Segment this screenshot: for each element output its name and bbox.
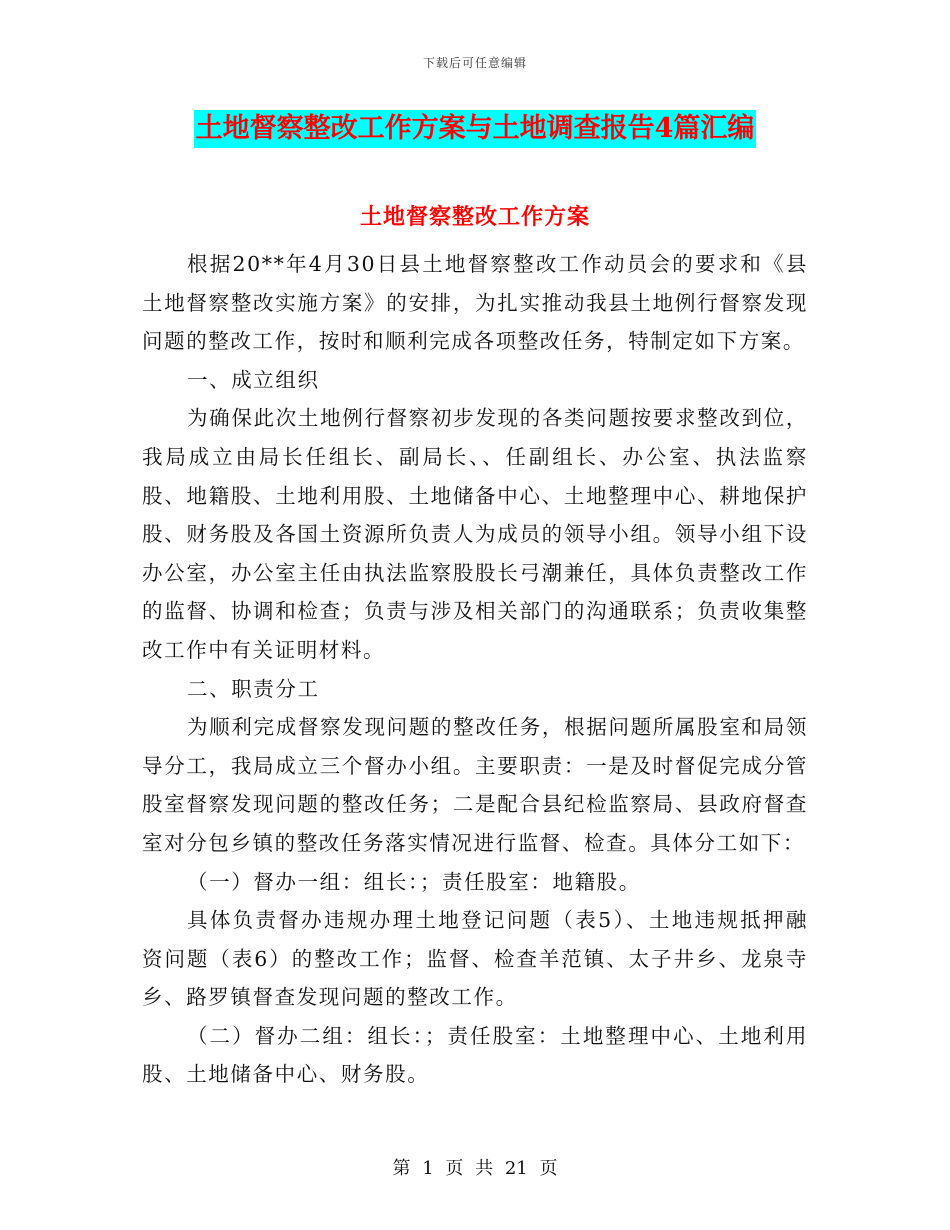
heading-responsibilities: 二、职责分工: [187, 676, 320, 701]
paragraph-group-one-detail: 具体负责督办违规办理土地登记问题（表5）、土地违规抵押融资问题（表6）的整改工作；监督、检查羊范镇、太子井乡、龙泉寺乡、路罗镇督查发现问题的整改工作。: [142, 908, 808, 1010]
document-title: 土地督察整改工作方案与土地调查报告4篇汇编: [194, 110, 757, 148]
download-note: 下载后可任意编辑: [422, 56, 527, 70]
paragraph-organization: 为确保此次土地例行督察初步发现的各类问题按要求整改到位，我局成立由局长任组长、副局长、、任副组长、办公室、执法监察股、地籍股、土地利用股、土地储备中心、土地整理中心、耕地保护股、财务股及各国土资源所负责人为成员的领导小组。领导小组下设办公室，办公室主任由执法监察股股长弓潮兼任，具体负责整改工作的监督、协调和检查；负责与涉及相关部门的沟通联系；负责收集整改工作中有关证明材料。: [142, 406, 808, 662]
paragraph-responsibilities: 为顺利完成督察发现问题的整改任务，根据问题所属股室和局领导分工，我局成立三个督办小组。主要职责：一是及时督促完成分管股室督察发现问题的整改任务；二是配合县纪检监察局、县政府督查室对分包乡镇的整改任务落实情况进行监督、检查。具体分工如下：: [142, 715, 808, 855]
paragraph-group-two: （二）督办二组：组长：；责任股室：土地整理中心、土地利用股、土地储备中心、财务股。: [142, 1023, 808, 1087]
document-title-wrap: [0, 110, 950, 148]
heading-establish-organization: 一、成立组织: [187, 367, 320, 392]
document-body: [142, 245, 808, 1094]
page-number: 第 1 页 共 21 页: [392, 1158, 558, 1179]
paragraph-group-one: （一）督办一组：组长：；责任股室：地籍股。: [187, 869, 641, 894]
paragraph-intro: 根据20**年4月30日县土地督察整改工作动员会的要求和《县土地督察整改实施方案》的安排，为扎实推动我县土地例行督察发现问题的整改工作，按时和顺利完成各项整改任务，特制定如下方案。: [142, 252, 808, 354]
section-title: 土地督察整改工作方案: [359, 204, 590, 230]
